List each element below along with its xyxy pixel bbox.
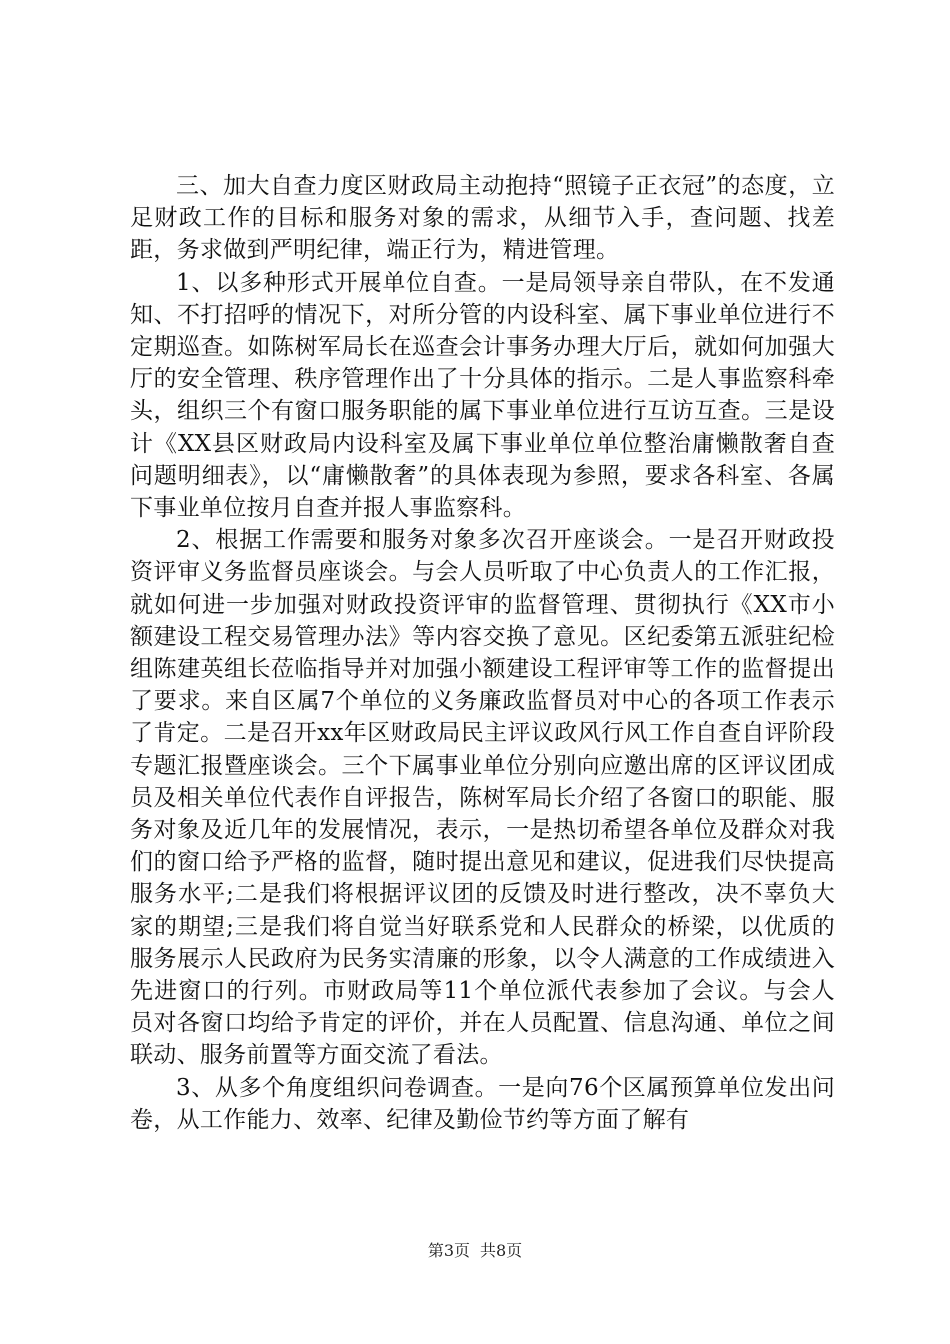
page-number: 第3页 (427, 1241, 470, 1260)
page-footer (0, 1238, 950, 1261)
document-body (130, 170, 835, 1136)
paragraph-item-one: 1、以多种形式开展单位自查。一是局领导亲自带队，在不发通知、不打招呼的情况下，对所分管的内设科室、属下事业单位进行不定期巡查。如陈树军局长在巡查会计事务办理大厅后，就如何加强大厅的安全管理、秩序管理作出了十分具体的指示。二是人事监察科牵头，组织三个有窗口服务职能的属下事业单位进行互访互查。三是设计《XX县区财政局内设科室及属下事业单位单位整治庸懒散奢自查问题明细表》，以“庸懒散奢”的具体表现为参照，要求各科室、各属下事业单位按月自查并报人事监察科。 (130, 269, 835, 522)
page-total: 共8页 (480, 1241, 523, 1260)
paragraph-item-two: 2、根据工作需要和服务对象多次召开座谈会。一是召开财政投资评审义务监督员座谈会。与会人员听取了中心负责人的工作汇报，就如何进一步加强对财政投资评审的监督管理、贯彻执行《XX市小额建设工程交易管理办法》等内容交换了意见。区纪委第五派驻纪检组陈建英组长莅临指导并对加强小额建设工程评审等工作的监督提出了要求。来自区属7个单位的义务廉政监督员对中心的各项工作表示了肯定。二是召开xx年区财政局民主评议政风行风工作自查自评阶段专题汇报暨座谈会。三个下属事业单位分别向应邀出席的区评议团成员及相关单位代表作自评报告，陈树军局长介绍了各窗口的职能、服务对象及近几年的发展情况，表示，一是热切希望各单位及群众对我们的窗口给予严格的监督，随时提出意见和建议，促进我们尽快提高服务水平;二是我们将根据评议团的反馈及时进行整改，决不辜负大家的期望;三是我们将自觉当好联系党和人民群众的桥梁，以优质的服务展示人民政府为民务实清廉的形象，以令人满意的工作成绩进入先进窗口的行列。市财政局等11个单位派代表参加了会议。与会人员对各窗口均给予肯定的评价，并在人员配置、信息沟通、单位之间联动、服务前置等方面交流了看法。 (130, 527, 835, 1069)
paragraph-item-three: 3、从多个角度组织问卷调查。一是向76个区属预算单位发出问卷，从工作能力、效率、纪律及勤俭节约等方面了解有 (130, 1074, 835, 1133)
paragraph-section-three: 三、加大自查力度区财政局主动抱持“照镜子正衣冠”的态度，立足财政工作的目标和服务对象的需求，从细节入手，查问题、找差距，务求做到严明纪律，端正行为，精进管理。 (130, 173, 835, 264)
